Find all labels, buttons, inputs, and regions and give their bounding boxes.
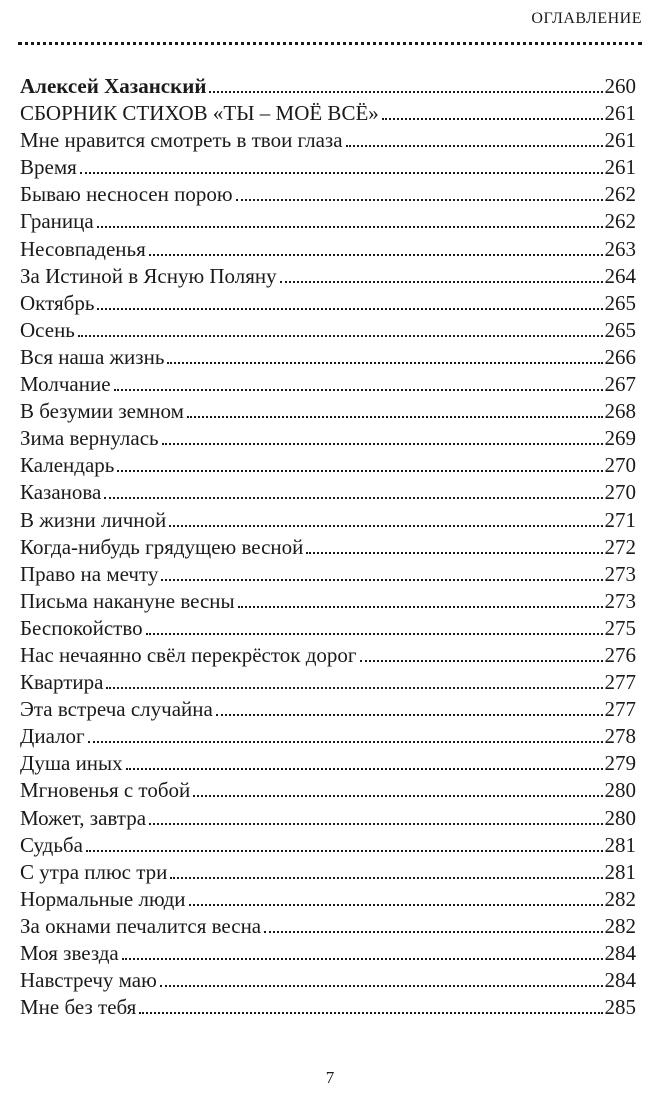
toc-entry-page: 270 bbox=[604, 453, 636, 478]
dot-leader bbox=[238, 605, 603, 608]
dot-leader bbox=[360, 659, 603, 662]
toc-entry-title: В жизни личной bbox=[20, 507, 167, 532]
dot-leader bbox=[161, 578, 602, 581]
toc-entry bbox=[20, 127, 636, 154]
dot-leader bbox=[167, 361, 602, 364]
dot-leader bbox=[86, 849, 603, 852]
toc-entry-page: 280 bbox=[604, 778, 636, 803]
dot-leader bbox=[149, 253, 603, 256]
toc-author-entry bbox=[20, 73, 636, 100]
toc-entry-page: 262 bbox=[604, 182, 636, 207]
toc-entry-title: Нормальные люди bbox=[20, 886, 186, 911]
toc-entry-page: 265 bbox=[604, 290, 636, 315]
dot-leader bbox=[170, 876, 602, 879]
toc-entry bbox=[20, 696, 636, 723]
toc-entry-page: 281 bbox=[604, 832, 636, 857]
toc-entry-page: 262 bbox=[604, 209, 636, 234]
toc-entry bbox=[20, 263, 636, 290]
toc-entry-page: 273 bbox=[604, 588, 636, 613]
toc-entry-page: 261 bbox=[604, 155, 636, 180]
toc-entry-title: Эта встреча случайна bbox=[20, 697, 213, 722]
toc-entry-title: С утра плюс три bbox=[20, 859, 168, 884]
toc-entry bbox=[20, 994, 636, 1021]
page-number: 7 bbox=[325, 1068, 335, 1087]
toc-entry bbox=[20, 723, 636, 750]
toc-entry-title: Октябрь bbox=[20, 290, 95, 315]
dot-leader bbox=[149, 822, 602, 825]
toc-entry-title: Может, завтра bbox=[20, 805, 147, 830]
toc-entry-page: 267 bbox=[604, 372, 636, 397]
toc-entry-title: Диалог bbox=[20, 724, 85, 749]
toc-entry-page: 264 bbox=[604, 263, 636, 288]
toc-entry-page: 260 bbox=[604, 74, 636, 98]
toc-entry-title: Когда-нибудь грядущею весной bbox=[20, 534, 304, 559]
toc-entry bbox=[20, 588, 636, 615]
toc-entry-page: 266 bbox=[604, 344, 636, 369]
toc-entry-page: 265 bbox=[604, 317, 636, 342]
toc-entry-title: Письма накануне весны bbox=[20, 588, 235, 613]
toc-entry-page: 275 bbox=[604, 615, 636, 640]
toc-entry-page: 271 bbox=[604, 507, 636, 532]
dot-leader bbox=[146, 632, 603, 635]
toc-entry-page: 277 bbox=[604, 697, 636, 722]
toc-entry-page: 263 bbox=[604, 236, 636, 261]
toc-entry-page: 269 bbox=[604, 426, 636, 451]
toc-entry bbox=[20, 100, 636, 127]
dot-leader bbox=[114, 388, 603, 391]
toc-entry bbox=[20, 236, 636, 263]
toc-entry-title: Право на мечту bbox=[20, 561, 159, 586]
dot-leader bbox=[209, 90, 602, 93]
toc-entry-title: Граница bbox=[20, 209, 94, 234]
dot-leader bbox=[122, 957, 603, 960]
dot-leader bbox=[78, 334, 603, 337]
toc-entry-title: Осень bbox=[20, 317, 75, 342]
toc-entry bbox=[20, 398, 636, 425]
dot-leader bbox=[88, 740, 603, 743]
toc-entry bbox=[20, 534, 636, 561]
toc-entry bbox=[20, 479, 636, 506]
toc-entry-title: Душа иных bbox=[20, 751, 123, 776]
dot-leader bbox=[264, 930, 602, 933]
dot-leader bbox=[187, 415, 603, 418]
toc-entry-title: Бываю несносен порою bbox=[20, 182, 233, 207]
toc-entry-title: Моя звезда bbox=[20, 941, 119, 965]
toc-entry-page: 282 bbox=[604, 913, 636, 938]
toc-entry-title: Молчание bbox=[20, 372, 111, 397]
toc-entry bbox=[20, 290, 636, 317]
toc-entry-title: Зима вернулась bbox=[20, 426, 159, 451]
toc-entry-page: 282 bbox=[604, 886, 636, 911]
toc-entry-title: Судьба bbox=[20, 832, 83, 857]
toc-entry-title: В безумии земном bbox=[20, 399, 184, 424]
toc-entry-title: Навстречу маю bbox=[20, 968, 157, 993]
toc-entry bbox=[20, 642, 636, 669]
toc-entry-title: Мне без тебя bbox=[20, 995, 137, 1020]
toc-entry-title: Вся наша жизнь bbox=[20, 344, 165, 369]
toc-entry bbox=[20, 913, 636, 940]
toc-entry bbox=[20, 208, 636, 235]
toc-entry bbox=[20, 805, 636, 832]
toc-entry-title: За Истиной в Ясную Поляну bbox=[20, 263, 277, 288]
toc-entry-title: СБОРНИК СТИХОВ «ТЫ – МОЁ ВСЁ» bbox=[20, 101, 379, 126]
toc-entry-title: Алексей Хазанский bbox=[20, 74, 207, 98]
dot-leader bbox=[236, 198, 603, 201]
toc-entry bbox=[20, 344, 636, 371]
toc-entry-title: Квартира bbox=[20, 670, 104, 695]
toc-entry-page: 261 bbox=[604, 128, 636, 153]
dot-leader bbox=[126, 767, 603, 770]
toc-entry bbox=[20, 940, 636, 967]
toc-entry bbox=[20, 750, 636, 777]
toc-entry-page: 270 bbox=[604, 480, 636, 505]
toc-entry-page: 281 bbox=[604, 859, 636, 884]
toc-entry-page: 276 bbox=[604, 642, 636, 667]
dot-leader bbox=[382, 117, 603, 120]
header-dotted-rule bbox=[18, 42, 642, 45]
dot-leader bbox=[193, 794, 602, 797]
toc-entry bbox=[20, 452, 636, 479]
toc-entry-title: Казанова bbox=[20, 480, 102, 505]
dot-leader bbox=[139, 1011, 602, 1014]
toc-entry-title: Нас нечаянно свёл перекрёсток дорог bbox=[20, 642, 357, 667]
toc-entry bbox=[20, 317, 636, 344]
toc-entry bbox=[20, 154, 636, 181]
toc-entry-page: 268 bbox=[604, 399, 636, 424]
toc-entry-page: 272 bbox=[604, 534, 636, 559]
dot-leader bbox=[97, 307, 602, 310]
dot-leader bbox=[306, 551, 602, 554]
toc-entry-page: 284 bbox=[604, 941, 636, 965]
dot-leader bbox=[80, 171, 603, 174]
dot-leader bbox=[280, 280, 603, 283]
toc-entry-title: Несовпаденья bbox=[20, 236, 146, 261]
toc-entry-page: 280 bbox=[604, 805, 636, 830]
toc-entry bbox=[20, 777, 636, 804]
toc-entry bbox=[20, 561, 636, 588]
toc-entry-title: Календарь bbox=[20, 453, 115, 478]
toc-entry bbox=[20, 859, 636, 886]
dot-leader bbox=[216, 713, 603, 716]
toc-entry-title: Время bbox=[20, 155, 77, 180]
table-of-contents bbox=[20, 73, 636, 1021]
toc-entry-page: 273 bbox=[604, 561, 636, 586]
dot-leader bbox=[169, 524, 602, 527]
toc-entry-title: За окнами печалится весна bbox=[20, 913, 262, 938]
toc-entry-page: 261 bbox=[604, 101, 636, 126]
toc-entry bbox=[20, 425, 636, 452]
dot-leader bbox=[346, 144, 603, 147]
dot-leader bbox=[117, 469, 602, 472]
toc-entry-page: 278 bbox=[604, 724, 636, 749]
toc-entry-title: Беспокойство bbox=[20, 615, 143, 640]
toc-entry bbox=[20, 669, 636, 696]
toc-entry bbox=[20, 615, 636, 642]
toc-entry-page: 277 bbox=[604, 670, 636, 695]
toc-entry-page: 284 bbox=[604, 968, 636, 993]
dot-leader bbox=[189, 903, 603, 906]
toc-entry bbox=[20, 832, 636, 859]
toc-entry bbox=[20, 181, 636, 208]
running-header: ОГЛАВЛЕНИЕ bbox=[531, 10, 642, 27]
dot-leader bbox=[162, 442, 603, 445]
toc-entry bbox=[20, 371, 636, 398]
toc-entry bbox=[20, 967, 636, 994]
toc-entry-title: Мне нравится смотреть в твои глаза bbox=[20, 128, 343, 153]
dot-leader bbox=[160, 984, 603, 987]
toc-entry bbox=[20, 886, 636, 913]
toc-entry-page: 279 bbox=[604, 751, 636, 776]
dot-leader bbox=[104, 496, 602, 499]
toc-entry bbox=[20, 507, 636, 534]
toc-entry-page: 285 bbox=[604, 995, 636, 1020]
dot-leader bbox=[97, 225, 603, 228]
dot-leader bbox=[106, 686, 602, 689]
toc-entry-title: Мгновенья с тобой bbox=[20, 778, 191, 803]
